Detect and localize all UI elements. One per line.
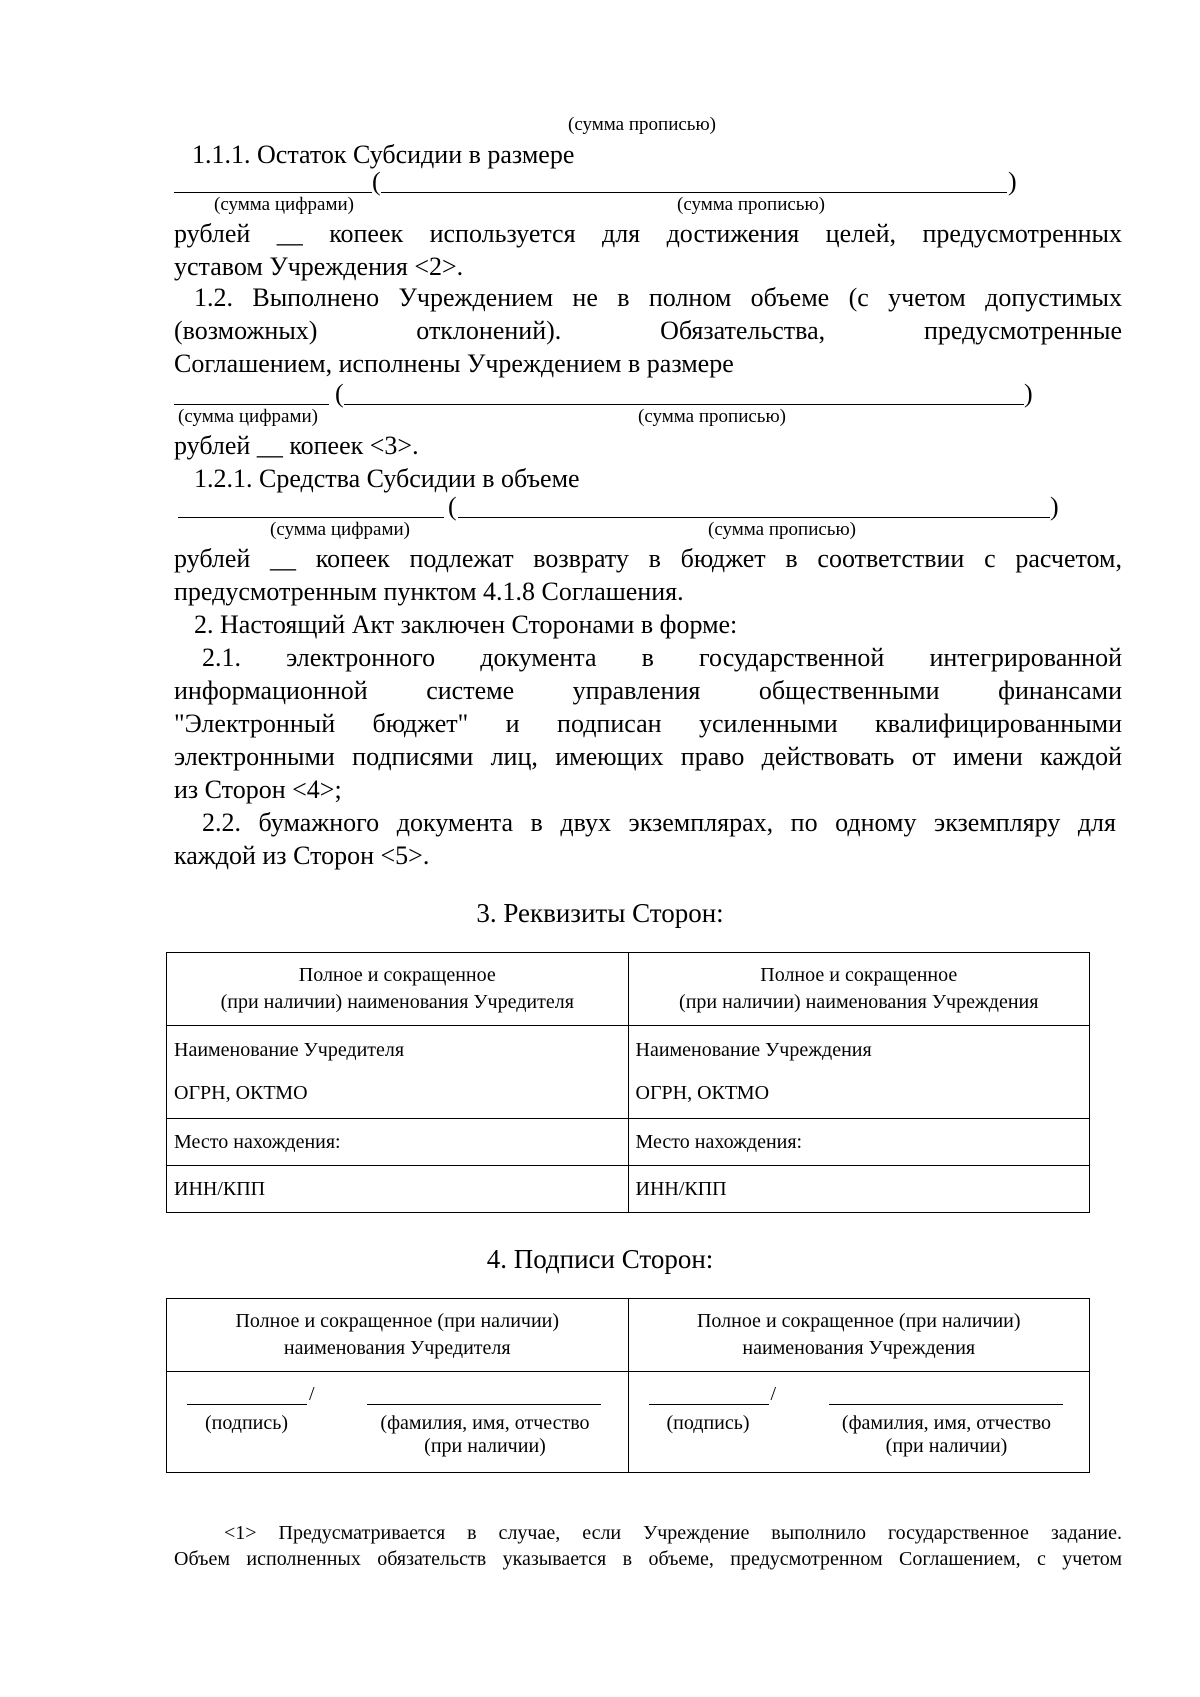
section-1-2-line: 1.2. Выполнено Учреждением не в полном объеме (с учетом допустимых	[194, 283, 1122, 312]
founder-signature-cell	[167, 1372, 629, 1473]
section-4-heading: 4. Подписи Сторон:	[486, 1244, 714, 1274]
founder-location-cell: Место нахождения:	[167, 1119, 629, 1166]
paragraph-line: "Электронный бюджет" и подписан усиленными квалифицированными	[174, 709, 1122, 738]
amount-digits-line	[178, 517, 444, 518]
signature-line	[649, 1404, 769, 1405]
paren-open: (	[448, 492, 457, 521]
paragraph-line: информационной системе управления общественными финансами	[174, 676, 1122, 705]
section-2-title: 2. Настоящий Акт заключен Сторонами в форме:	[194, 610, 738, 639]
signatures-header-founder: Полное и сокращенное (при наличии) наименования Учредителя	[167, 1299, 629, 1372]
fio-line	[829, 1404, 1063, 1405]
signature-line	[187, 1404, 307, 1405]
paragraph-line: рублей __ копеек <3>.	[174, 431, 419, 460]
institution-location-cell: Место нахождения:	[628, 1119, 1090, 1166]
fio-line	[367, 1404, 601, 1405]
paragraph-line: из Сторон <4>;	[174, 775, 342, 804]
amount-words-line	[381, 192, 1007, 193]
amount-words-caption: (сумма прописью)	[568, 114, 716, 135]
amount-digits-caption: (сумма цифрами)	[270, 519, 410, 540]
paren-close: )	[1050, 492, 1059, 521]
paragraph-line: рублей __ копеек используется для достижения целей, предусмотренных	[174, 219, 1122, 248]
amount-words-caption: (сумма прописью)	[708, 519, 856, 540]
paragraph-line: каждой из Сторон <5>.	[174, 841, 430, 870]
paren-close: )	[1008, 167, 1017, 196]
paragraph-line: предусмотренным пунктом 4.1.8 Соглашения.	[174, 577, 684, 606]
paren-open: (	[372, 167, 381, 196]
slash: /	[309, 1383, 315, 1405]
section-3-heading: 3. Реквизиты Сторон:	[476, 898, 724, 928]
slash: /	[770, 1383, 777, 1405]
section-1-2-1-title: 1.2.1. Средства Субсидии в объеме	[194, 464, 580, 493]
amount-words-line	[458, 517, 1050, 518]
amount-digits-caption: (сумма цифрами)	[214, 194, 354, 215]
institution-signature-cell	[628, 1372, 1090, 1473]
institution-inn-cell: ИНН/КПП	[628, 1166, 1090, 1213]
fio-caption: (фамилия, имя, отчество (при наличии)	[841, 1412, 1052, 1457]
amount-digits-line	[174, 404, 329, 405]
requisites-header-founder: Полное и сокращенное (при наличии) наименования Учредителя	[167, 953, 629, 1026]
fio-caption: (фамилия, имя, отчество (при наличии)	[380, 1412, 590, 1457]
paren-close: )	[1024, 379, 1033, 408]
paragraph-line: уставом Учреждения <2>.	[174, 252, 464, 281]
footnote-line: Объем исполненных обязательств указывается в объеме, предусмотренном Соглашением, с учетом	[174, 1548, 1122, 1570]
institution-name-cell: Наименование Учреждения ОГРН, ОКТМО	[628, 1026, 1090, 1119]
section-1-1-1-title: 1.1.1. Остаток Субсидии в размере	[192, 140, 575, 169]
amount-digits-line	[174, 192, 372, 193]
paragraph-line: рублей __ копеек подлежат возврату в бюджет в соответствии с расчетом,	[174, 544, 1122, 573]
amount-words-caption: (сумма прописью)	[677, 194, 825, 215]
amount-words-line	[344, 404, 1024, 405]
requisites-header-institution: Полное и сокращенное (при наличии) наименования Учреждения	[628, 953, 1090, 1026]
founder-inn-cell: ИНН/КПП	[167, 1166, 629, 1213]
signatures-header-institution: Полное и сокращенное (при наличии) наименования Учреждения	[628, 1299, 1090, 1372]
footnote	[174, 1522, 1122, 1571]
paren-open: (	[335, 379, 344, 408]
signatures-table	[166, 1298, 1090, 1473]
amount-digits-caption: (сумма цифрами)	[178, 406, 318, 427]
paragraph-line: 2.1. электронного документа в государственной интегрированной	[202, 643, 1122, 672]
amount-words-caption: (сумма прописью)	[638, 406, 786, 427]
paragraph-line: электронными подписями лиц, имеющих право действовать от имени каждой	[174, 742, 1122, 771]
founder-name-cell: Наименование Учредителя ОГРН, ОКТМО	[167, 1026, 629, 1119]
paragraph-line: 2.2. бумажного документа в двух экземплярах, по одному экземпляру для	[202, 808, 1116, 837]
signature-caption: (подпись)	[666, 1412, 750, 1434]
requisites-table	[166, 952, 1090, 1213]
paragraph-line: Соглашением, исполнены Учреждением в размере	[174, 349, 734, 378]
paragraph-line: (возможных) отклонений). Обязательства, предусмотренные	[174, 316, 1122, 345]
signature-caption: (подпись)	[205, 1412, 289, 1434]
footnote-line: <1> Предусматривается в случае, если Учреждение выполнило государственное задание.	[224, 1522, 1122, 1544]
